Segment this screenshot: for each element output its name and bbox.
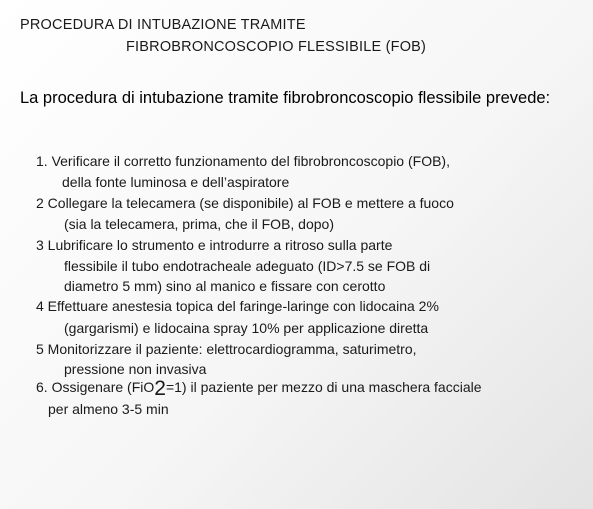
step-1-line-2: della fonte luminosa e dell’aspiratore [62,174,290,190]
step-6-text-before: 6. Ossigenare (FiO [36,379,155,395]
step-3-line-3: diametro 5 mm) sino al manico e fissare con cerotto [64,278,386,294]
intro-text: La procedura di intubazione tramite fibrobroncoscopio flessibile prevede: [20,89,551,107]
step-2-line-1: 2 Collegare la telecamera (se disponibile) al FOB e mettere a fuoco [36,195,454,211]
title-line-2: FIBROBRONCOSCOPIO FLESSIBILE (FOB) [126,39,427,55]
title-line-1: PROCEDURA DI INTUBAZIONE TRAMITE [20,17,306,33]
step-3-line-1: 3 Lubrificare lo strumento e introdurre a ritroso sulla parte [36,237,393,253]
step-1-line-1: 1. Verificare il corretto funzionamento del fibrobroncoscopio (FOB), [36,153,450,169]
step-3-line-2: flessibile il tubo endotracheale adeguato (ID>7.5 se FOB di [64,258,431,274]
step-2-line-2: (sia la telecamera, prima, che il FOB, dopo) [64,216,334,232]
step-6-text-after: =1) il paziente per mezzo di una maschera facciale [165,379,482,395]
step-4-line-1: 4 Effettuare anestesia topica del faringe-laringe con lidocaina 2% [36,298,439,314]
step-6-line-2: per almeno 3-5 min [48,401,169,417]
step-4-line-2: (gargarismi) e lidocaina spray 10% per applicazione diretta [64,320,429,336]
step-6-subscript: 2 [154,377,166,400]
step-5-line-2: pressione non invasiva [64,361,207,377]
step-6-line-1 [36,377,482,400]
step-5-line-1: 5 Monitorizzare il paziente: elettrocardiogramma, saturimetro, [36,341,417,357]
